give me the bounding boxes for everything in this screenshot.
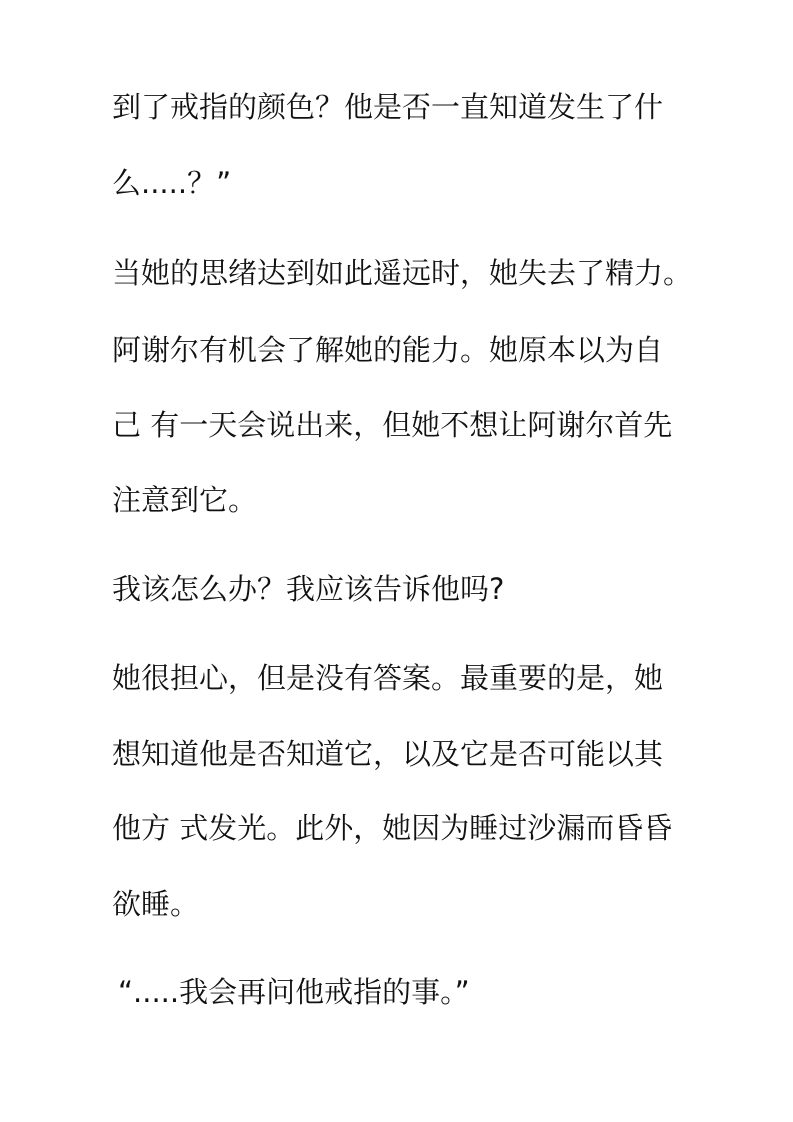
text-line: 我该怎么办？我应该告诉他吗?: [112, 572, 505, 606]
text-line: 他方 式发光。此外，她因为睡过沙漏而昏昏: [112, 811, 673, 845]
text-line: 想知道他是否知道它，以及它是否可能以其: [112, 737, 664, 771]
text-line: 到了戒指的颜色？他是否一直知道发生了什: [112, 90, 664, 124]
text-line: 欲睡。: [112, 887, 200, 921]
text-line: 她很担心，但是没有答案。最重要的是，她: [112, 661, 664, 695]
text-line: 当她的思绪达到如此遥远时，她失去了精力。: [112, 256, 693, 290]
text-line: 注意到它。: [112, 483, 258, 517]
text-line: 己 有一天会说出来，但她不想让阿谢尔首先: [112, 408, 673, 442]
text-line: 阿谢尔有机会了解她的能力。她原本以为自: [112, 333, 664, 367]
text-line: 么.....？”: [112, 166, 232, 200]
text-line: “.....我会再问他戒指的事。”: [118, 975, 470, 1009]
